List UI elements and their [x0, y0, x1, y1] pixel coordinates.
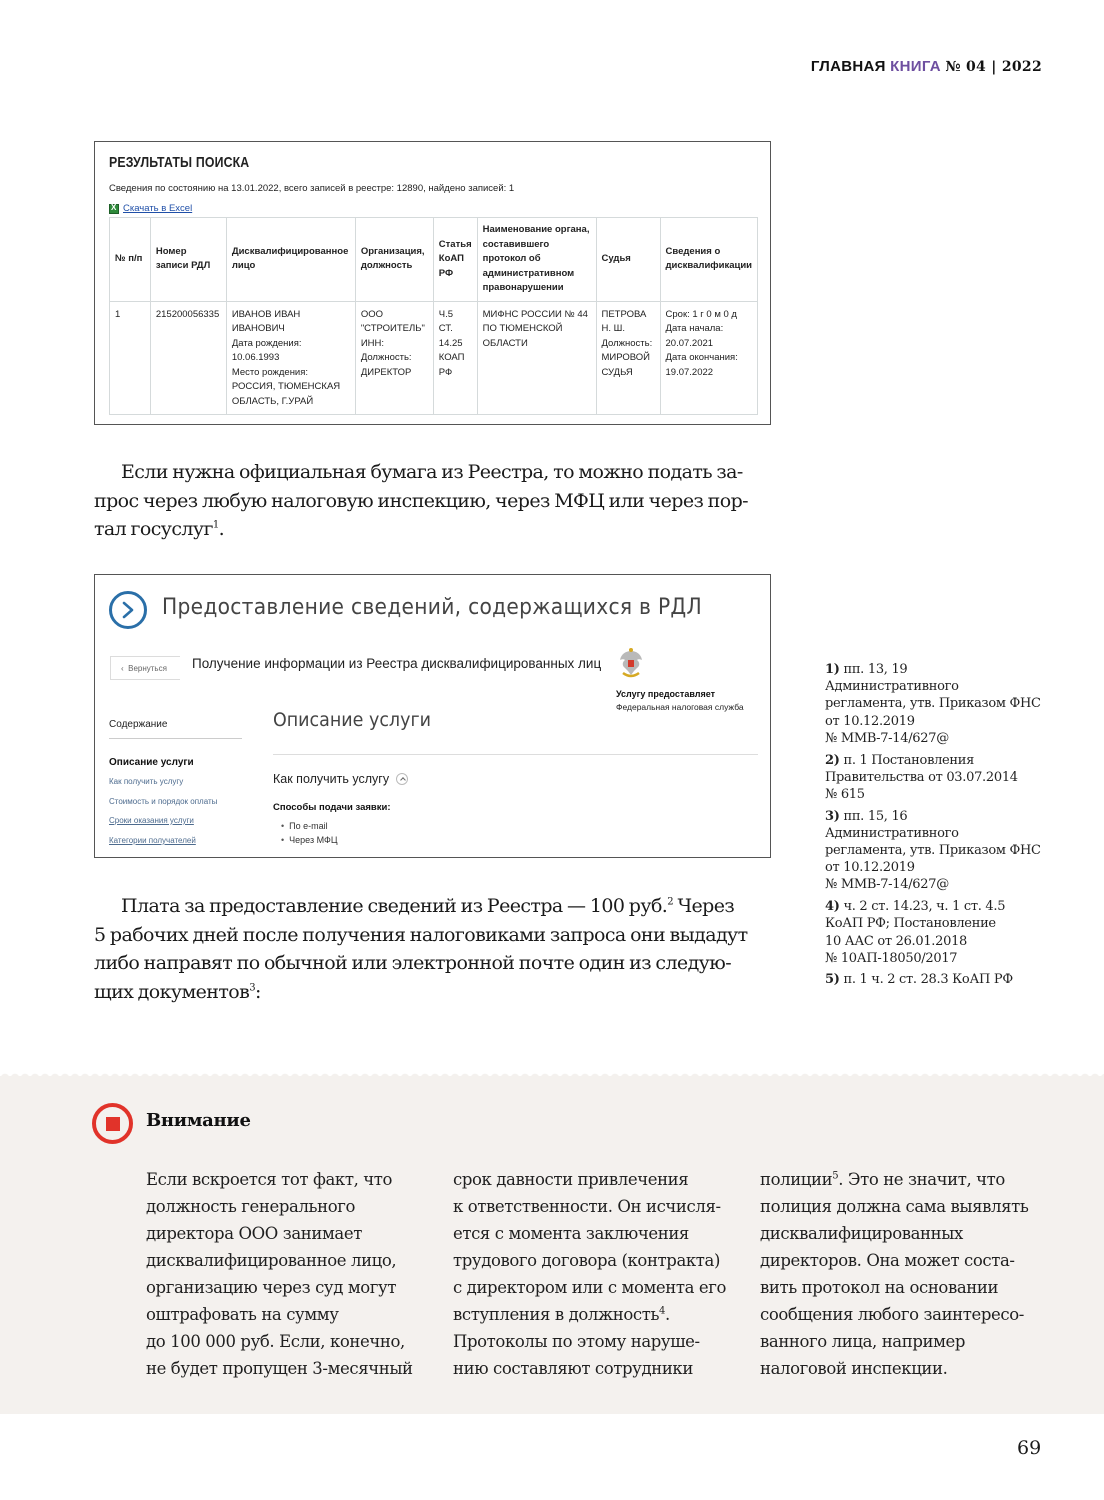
- col-header-authority: Наименование органа, составившего протокол об административном правонарушении: [477, 218, 596, 302]
- footnote-ref: 3: [249, 982, 255, 994]
- text-fragment: . Это не значит, что: [838, 1170, 1005, 1189]
- text-line: сообщения любого заинтересо-: [760, 1305, 1024, 1324]
- footnote-4: [825, 898, 1055, 967]
- emblem-icon: [617, 647, 645, 679]
- attention-title: Внимание: [146, 1110, 251, 1131]
- text-line: организацию через суд могут: [146, 1278, 397, 1297]
- download-excel-link[interactable]: Скачать в Excel: [123, 203, 193, 214]
- footnote-text: п. 1 ч. 2 ст. 28.3 КоАП РФ: [843, 972, 1013, 988]
- footnote-text: Административного: [825, 679, 959, 695]
- text-line: с директором или с момента его: [453, 1278, 727, 1297]
- chevron-right-circle-icon: [109, 591, 147, 629]
- cell-line: Должность:: [360, 352, 412, 363]
- stop-icon: [92, 1103, 133, 1144]
- footnote-text: № 10АП-18050/2017: [825, 950, 958, 966]
- footnote-text: п. 1 Постановления: [843, 752, 975, 768]
- footnote-text: ч. 2 ст. 14.23, ч. 1 ст. 4.5: [843, 899, 1006, 915]
- cell-judge: [596, 301, 660, 415]
- cell-line: ПЕТРОВА: [601, 308, 647, 320]
- text-line: дисквалифицированное лицо,: [146, 1251, 397, 1270]
- toc-item-description[interactable]: Описание услуги: [109, 757, 194, 768]
- text-line: Если нужна официальная бумага из Реестра, то можно подать за-: [121, 461, 743, 483]
- body-paragraph-1: [94, 458, 771, 544]
- cell-line: КОАП: [438, 352, 465, 363]
- footnote-number: 4): [825, 899, 840, 915]
- text-line: [94, 892, 771, 921]
- footnote-ref: 2: [667, 896, 673, 908]
- cell-line: 14.25: [438, 337, 463, 349]
- text-fragment: Через: [673, 895, 735, 917]
- text-line: прос через любую налоговую инспекцию, через МФЦ или через пор-: [94, 489, 748, 512]
- text-line: дисквалифицированных: [760, 1224, 963, 1243]
- cell-line: ООО: [360, 308, 383, 320]
- toc-divider: [109, 738, 242, 739]
- subsection-title: Как получить услугу: [273, 772, 390, 786]
- table-header-row: [110, 218, 758, 302]
- text-line: до 100 000 руб. Если, конечно,: [146, 1332, 405, 1351]
- brand-name-part1: ГЛАВНАЯ: [810, 58, 886, 75]
- text-line: ется с момента заключения: [453, 1224, 689, 1243]
- footnote-5: [825, 971, 1055, 988]
- decorative-edge: [0, 1072, 1104, 1078]
- text-line: [94, 515, 771, 544]
- text-line: нию составляют сотрудники: [453, 1359, 693, 1378]
- search-results-screenshot: [94, 141, 771, 425]
- footnote-text: № ММВ-7-14/627@: [825, 877, 949, 893]
- back-button[interactable]: ‹ Вернуться: [110, 656, 180, 680]
- toc-title: Содержание: [109, 719, 168, 730]
- footnote-3: [825, 808, 1055, 894]
- text-fragment: :: [254, 980, 261, 1003]
- footnote-ref: 1: [212, 519, 219, 531]
- list-item: • По e-mail: [281, 819, 338, 833]
- cell-person: [226, 301, 355, 415]
- cell-line: Ч.5: [438, 308, 454, 320]
- text-line: к ответственности. Он исчисля-: [453, 1197, 721, 1216]
- chevron-up-icon[interactable]: [396, 773, 408, 785]
- text-line: директора ООО занимает: [146, 1224, 362, 1243]
- methods-label: Способы подачи заявки:: [273, 802, 391, 813]
- text-fragment: .: [218, 518, 225, 540]
- attention-box: [0, 1076, 1104, 1414]
- excel-icon: [109, 204, 119, 214]
- text-line: Если вскроется тот факт, что: [146, 1170, 393, 1189]
- footnote-number: 1): [825, 662, 840, 677]
- footnotes: [825, 661, 1055, 993]
- footnote-text: регламента, утв. Приказом ФНС: [825, 696, 1041, 712]
- section-title: Описание услуги: [273, 709, 431, 731]
- cell-line: ИВАНОВИЧ: [231, 323, 285, 334]
- cell-line: "СТРОИТЕЛЬ": [360, 323, 425, 334]
- cell-line: Место рождения:: [231, 366, 309, 378]
- footnote-text: пп. 15, 16: [843, 808, 908, 824]
- col-header-judge: Судья: [596, 218, 660, 302]
- list-item: • Через МФЦ: [281, 833, 338, 847]
- toc-link-categories[interactable]: Категории получателей: [109, 836, 196, 845]
- col-header-org: Организация, должность: [355, 218, 433, 302]
- results-meta: Сведения по состоянию на 13.01.2022, всего записей в реестре: 12890, найдено записей: 1: [109, 183, 515, 194]
- col-header-num: № п/п: [110, 218, 151, 302]
- cell-line: 10.06.1993: [231, 352, 280, 363]
- text-line: трудового договора (контракта): [453, 1251, 721, 1270]
- cell-line: Срок: 1 г 0 м 0 д: [665, 308, 737, 320]
- page-number: 69: [1017, 1437, 1042, 1459]
- results-table: [109, 217, 758, 415]
- footnote-text: Правительства от 03.07.2014: [825, 769, 1018, 785]
- attention-column-3: [760, 1166, 1050, 1382]
- text-line: директоров. Она может соста-: [760, 1251, 1015, 1270]
- text-line: срок давности привлечения: [453, 1170, 689, 1189]
- footnote-text: № 615: [825, 786, 865, 802]
- service-subtitle: Получение информации из Реестра дисквалифицированных лиц: [192, 656, 602, 671]
- col-header-person: Дисквалифицированное лицо: [226, 218, 355, 302]
- results-title: РЕЗУЛЬТАТЫ ПОИСКА: [109, 154, 250, 171]
- footnote-text: Административного: [825, 825, 959, 841]
- footnote-text: от 10.12.2019: [825, 860, 915, 876]
- cell-line: ОБЛАСТИ: [482, 337, 528, 349]
- footnote-text: от 10.12.2019: [825, 713, 915, 729]
- cell-line: Дата начала:: [665, 323, 724, 334]
- footnote-number: 5): [825, 972, 840, 988]
- cell-num: 1: [110, 301, 151, 415]
- how-to-get-toggle[interactable]: [273, 772, 408, 786]
- toc-link-cost[interactable]: Стоимость и порядок оплаты: [109, 797, 218, 806]
- text-fragment: щих документов: [94, 980, 250, 1003]
- col-header-disqualification: Сведения о дисквалификации: [660, 218, 757, 302]
- gosuslugi-screenshot: [94, 574, 771, 858]
- cell-line: СТ.: [438, 323, 453, 334]
- provider-label: Услугу предоставляет: [616, 689, 716, 699]
- footnote-text: регламента, утв. Приказом ФНС: [825, 843, 1041, 859]
- issue-number: № 04 | 2022: [945, 59, 1042, 75]
- service-title: Предоставление сведений, содержащихся в РДЛ: [162, 595, 703, 620]
- col-header-record: Номер записи РДЛ: [150, 218, 226, 302]
- service-provider: [616, 688, 744, 714]
- footnote-text: № ММВ-7-14/627@: [825, 730, 949, 746]
- text-line: оштрафовать на сумму: [146, 1305, 339, 1324]
- footnote-ref: 5: [832, 1170, 839, 1182]
- brand-name-part2: КНИГА: [890, 58, 941, 75]
- attention-column-2: [453, 1166, 743, 1382]
- body-paragraph-2: [94, 892, 771, 1006]
- text-line: налоговой инспекции.: [760, 1359, 948, 1378]
- text-fragment: полиции: [760, 1170, 833, 1189]
- toc-link-terms[interactable]: Сроки оказания услуги: [109, 816, 194, 825]
- cell-line: Должность:: [601, 337, 653, 349]
- footnote-1: [825, 661, 1055, 747]
- footnote-text: 10 ААС от 26.01.2018: [825, 933, 968, 949]
- text-line: Протоколы по этому наруше-: [453, 1332, 700, 1351]
- cell-line: МИРОВОЙ: [601, 352, 650, 363]
- cell-line: 20.07.2021: [665, 337, 714, 349]
- col-header-article: Статья КоАП РФ: [433, 218, 477, 302]
- text-line: полиция должна сама выявлять: [760, 1197, 1029, 1216]
- cell-disqualification: [660, 301, 757, 415]
- back-button-label: Вернуться: [128, 664, 167, 673]
- provider-name: Федеральная налоговая служба: [616, 702, 744, 712]
- cell-line: РОССИЯ, ТЮМЕНСКАЯ: [231, 381, 341, 392]
- text-line: [760, 1166, 1050, 1193]
- cell-record: 215200056335: [150, 301, 226, 415]
- text-fragment: вступления в должность: [453, 1305, 660, 1324]
- text-line: [94, 978, 771, 1007]
- cell-line: ИВАНОВ ИВАН: [231, 308, 301, 320]
- footnote-text: пп. 13, 19: [843, 662, 908, 677]
- text-line: вить протокол на основании: [760, 1278, 999, 1297]
- text-line: ванного лица, например: [760, 1332, 966, 1351]
- cell-line: РФ: [438, 366, 453, 378]
- text-line: не будет пропущен 3-месячный: [146, 1359, 413, 1378]
- text-fragment: Плата за предоставление сведений из Реестра — 100 руб.: [121, 895, 668, 917]
- toc-link-how-to-get[interactable]: Как получить услугу: [109, 777, 184, 786]
- cell-line: ОБЛАСТЬ, Г.УРАЙ: [231, 395, 314, 407]
- magazine-masthead: [811, 58, 1042, 75]
- text-fragment: тал госуслуг: [94, 518, 213, 540]
- cell-line: Дата рождения:: [231, 337, 302, 349]
- cell-line: МИФНС РОССИИ № 44: [482, 308, 588, 320]
- attention-column-1: [146, 1166, 436, 1382]
- text-line: либо направят по обычной или электронной почте один из следую-: [94, 952, 732, 974]
- cell-line: Дата окончания:: [665, 352, 738, 363]
- footnote-2: [825, 752, 1055, 804]
- cell-article: [433, 301, 477, 415]
- footnote-number: 3): [825, 808, 840, 824]
- cell-org: [355, 301, 433, 415]
- footnote-text: КоАП РФ; Постановление: [825, 916, 996, 932]
- table-row: [110, 301, 758, 415]
- cell-line: СУДЬЯ: [601, 366, 633, 378]
- excel-download[interactable]: [109, 203, 192, 214]
- cell-authority: [477, 301, 596, 415]
- cell-line: ИНН:: [360, 337, 385, 349]
- methods-list: [281, 819, 338, 847]
- cell-line: 19.07.2022: [665, 366, 714, 378]
- footnote-ref: 4: [659, 1305, 665, 1317]
- cell-line: Н. Ш.: [601, 323, 625, 334]
- cell-line: ДИРЕКТОР: [360, 366, 412, 378]
- footnote-number: 2): [825, 752, 840, 768]
- text-line: должность генерального: [146, 1197, 356, 1216]
- text-line: вступления в должность$^4$.: [453, 1305, 670, 1324]
- cell-line: ПО ТЮМЕНСКОЙ: [482, 323, 563, 334]
- section-divider: [273, 754, 758, 755]
- text-line: 5 рабочих дней после получения налоговиками запроса они выдадут: [94, 923, 748, 946]
